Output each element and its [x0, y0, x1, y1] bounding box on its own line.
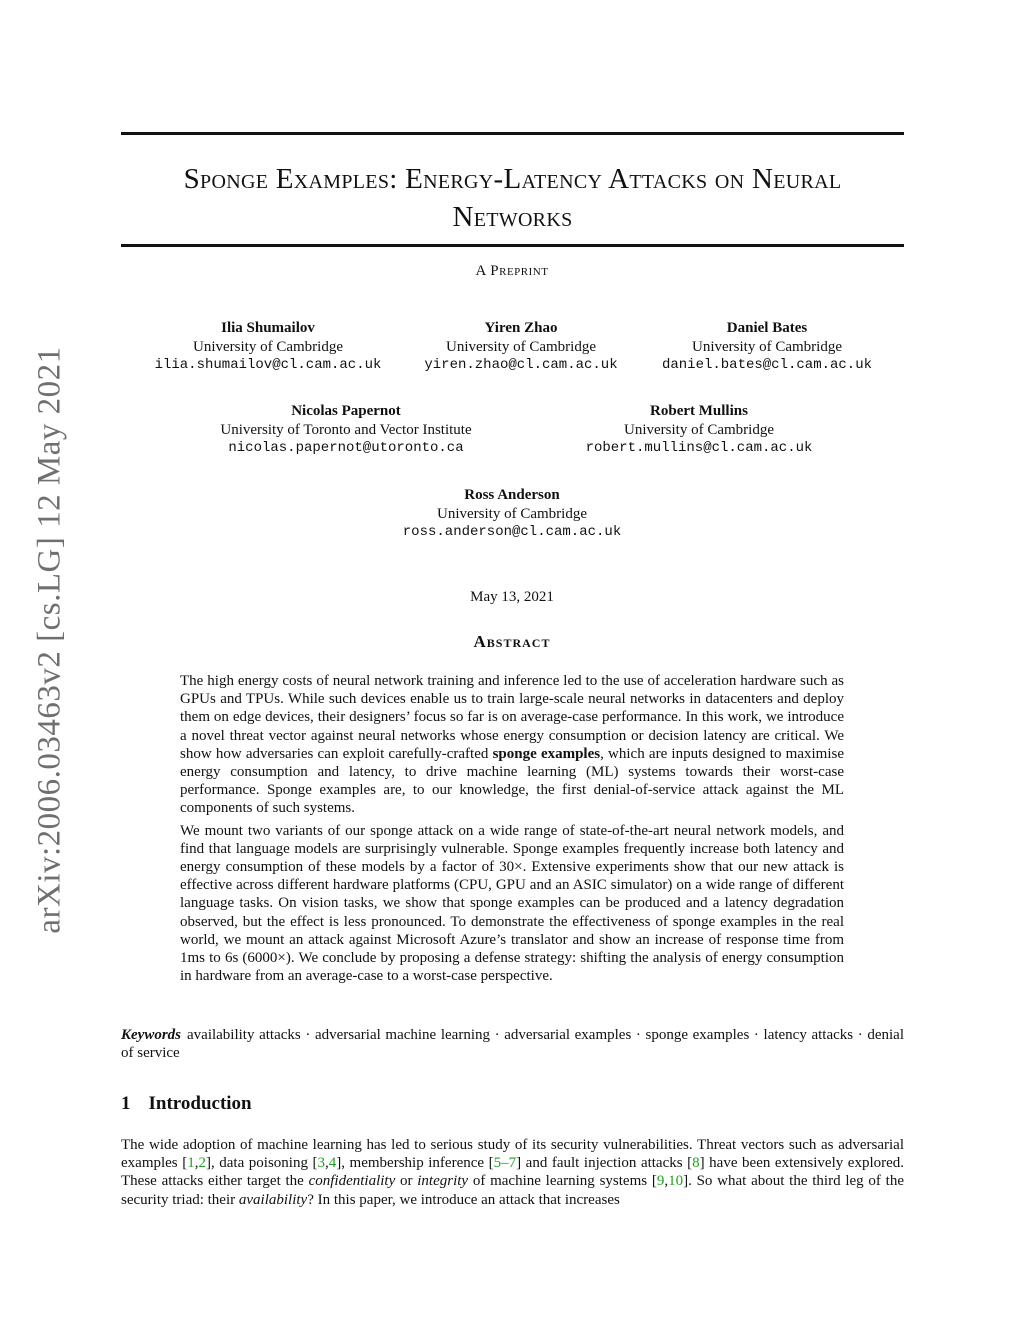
intro-text: ] and fault injection attacks [ [516, 1155, 693, 1172]
author-name: Ross Anderson [464, 487, 560, 503]
section-number: 1 [121, 1093, 131, 1114]
citation-link[interactable]: 4 [328, 1155, 337, 1172]
author-affiliation: University of Cambridge [624, 421, 774, 438]
citation-link[interactable]: 2 [198, 1155, 206, 1172]
keywords [121, 1026, 904, 1062]
title-top-rule [121, 132, 904, 135]
author-email[interactable]: ilia.shumailov@cl.cam.ac.uk [154, 357, 382, 373]
author-name: Ilia Shumailov [221, 320, 315, 336]
intro-text: The wide adoption of machine learning has led to serious study of its security vulnerabilities. Threat vectors such as adversarial examples [ [121, 1137, 904, 1172]
author-block [196, 402, 496, 458]
author-affiliation: University of Cambridge [437, 505, 587, 522]
abstract-heading: Abstract [473, 632, 551, 651]
intro-text: ] have been extensively explored. These attacks either target the [121, 1155, 905, 1190]
arxiv-identifier: arXiv:2006.03463v2 [cs.LG] 12 May 2021 [31, 346, 68, 934]
title-line-1: Sponge Examples: Energy-Latency Attacks on Neural [183, 163, 842, 195]
author-block [382, 486, 642, 542]
citation-link[interactable]: 8 [692, 1155, 700, 1172]
author-email[interactable]: yiren.zhao@cl.cam.ac.uk [424, 357, 618, 373]
introduction-body [121, 1136, 904, 1209]
abstract-text: , which are inputs designed to maximise energy consumption and latency, to drive machine learning (ML) systems towards their worst-case performance. Sponge examples are, to our knowledge, the first denial-of-service attack against the ML components of such systems. [180, 745, 845, 817]
author-affiliation: University of Cambridge [446, 338, 596, 355]
author-block [566, 402, 832, 458]
intro-text: of machine learning systems [ [468, 1173, 657, 1190]
author-email[interactable]: nicolas.papernot@utoronto.ca [228, 440, 464, 456]
preprint-label: A Preprint [475, 263, 549, 279]
citation-link[interactable]: 5–7 [493, 1155, 517, 1172]
publication-date: May 13, 2021 [470, 589, 554, 605]
intro-emphasis: confidentiality [308, 1173, 396, 1190]
author-name: Daniel Bates [726, 320, 808, 336]
intro-emphasis: integrity [417, 1173, 469, 1190]
intro-text: ], membership inference [ [336, 1155, 494, 1172]
citation-link[interactable]: 3 [317, 1155, 326, 1172]
citation-link[interactable]: 1 [187, 1155, 195, 1172]
keywords-label: Keywords [121, 1027, 181, 1043]
intro-text: or [395, 1173, 418, 1190]
citation-link[interactable]: 9 [656, 1173, 665, 1190]
abstract-paragraph-1 [180, 672, 844, 818]
intro-text: ], data poisoning [ [205, 1155, 318, 1172]
author-email[interactable]: daniel.bates@cl.cam.ac.uk [661, 357, 873, 373]
section-heading [121, 1093, 252, 1115]
abstract-bold-term: sponge examples [492, 745, 601, 762]
author-name: Yiren Zhao [484, 320, 558, 336]
intro-emphasis: availability [238, 1191, 308, 1208]
section-title: Introduction [148, 1093, 252, 1114]
abstract-body [180, 672, 844, 989]
paper-title [121, 160, 904, 236]
intro-paragraph: The wide adoption of machine learning has led to serious study of its security vulnerabilities. Threat vectors such as adversarial examples [1,2], data poisoning [3,4], membership inference [5–7] and fault injection attacks [8] have been extensively explored. These attacks either target the confidentiality or integrity of machine learning systems [9,10]. So what about the third leg of the security triad: their availability? In this paper, we introduce an attack that increases [121, 1137, 905, 1208]
author-email[interactable]: ross.anderson@cl.cam.ac.uk [402, 524, 622, 540]
author-name: Nicolas Papernot [291, 403, 401, 419]
title-bottom-rule [121, 244, 904, 247]
author-email[interactable]: robert.mullins@cl.cam.ac.uk [585, 440, 813, 456]
intro-text: ]. So what about the third leg of the security triad: their [121, 1173, 904, 1208]
author-affiliation: University of Cambridge [193, 338, 343, 355]
author-affiliation: University of Toronto and Vector Institute [220, 421, 472, 438]
abstract-text: The high energy costs of neural network training and inference led to the use of acceleration hardware such as GPUs and TPUs. While such devices enable us to train large-scale neural networks in datacenters and deploy them on edge devices, their designers’ focus so far is on average-case performance. In this work, we introduce a novel threat vector against neural networks whose energy consumption or decision latency are critical. We show how adversaries can exploit carefully-crafted [180, 673, 844, 762]
author-block [645, 319, 889, 375]
author-affiliation: University of Cambridge [692, 338, 842, 355]
author-block [137, 319, 399, 375]
title-line-2: Networks [452, 201, 573, 233]
author-name: Robert Mullins [650, 403, 748, 419]
keywords-text: availability attacks · adversarial machine learning · adversarial examples · sponge examples · latency attacks · denial of service [121, 1027, 904, 1062]
citation-link[interactable]: 10 [668, 1173, 684, 1190]
intro-text: ? In this paper, we introduce an attack that increases [307, 1191, 620, 1208]
abstract-paragraph-2: We mount two variants of our sponge attack on a wide range of state-of-the-art neural network models, and find that language models are surprisingly vulnerable. Sponge examples frequently increase both latency and energy consumption of these models by a factor of 30×. Extensive experiments show that our new attack is effective across different hardware platforms (CPU, GPU and an ASIC simulator) on a wide range of different language tasks. On vision tasks, we show that sponge examples can be produced and a latency degradation observed, but the effect is less pronounced. To demonstrate the effectiveness of sponge examples in the real world, we mount an attack against Microsoft Azure’s translator and show an increase of response time from 1ms to 6s (6000×). We conclude by proposing a defense strategy: shifting the analysis of energy consumption in hardware from an average-case to a worst-case perspective. [180, 822, 844, 985]
author-block [400, 319, 642, 375]
